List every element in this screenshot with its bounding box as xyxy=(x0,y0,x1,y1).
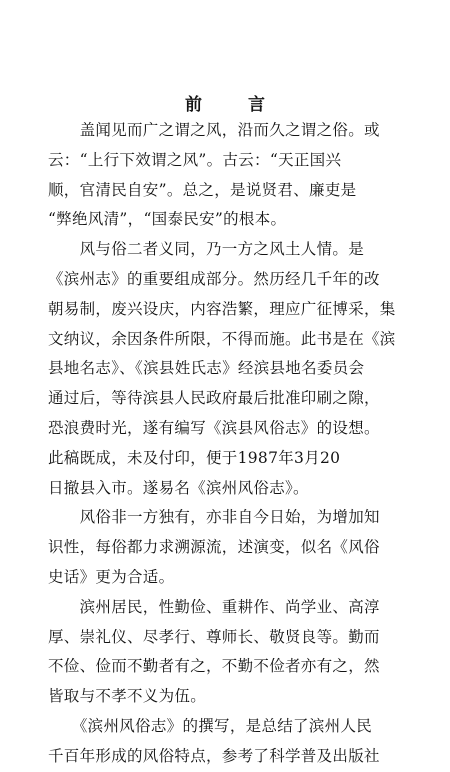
text-line: 《滨州风俗志》的撰写，是总结了滨州人民 xyxy=(48,716,373,735)
text-line: 云：“上行下效谓之风”。古云：“天正国兴 xyxy=(48,150,342,169)
text-line: 风与俗二者义同，乃一方之风土人情。是 xyxy=(48,240,365,259)
text-line: 皆取与不孝不义为伍。 xyxy=(48,687,207,706)
text-line: 顺，官清民自安”。总之，是说贤君、廉吏是 xyxy=(48,180,357,199)
text-line: 风俗非一方独有，亦非自今日始，为增加知 xyxy=(48,508,380,527)
text-line: 通过后，等待滨县人民政府最后批准印刷之隙， xyxy=(48,389,380,408)
text-line: 《滨州志》的重要组成部分。然历经几千年的改 xyxy=(48,269,380,288)
text-line: 县地名志》、《滨县姓氏志》经滨县地名委员会 xyxy=(48,359,365,378)
page-title: 前 言 xyxy=(185,95,285,115)
text-line: 恐浪费时光，遂有编写《滨县风俗志》的设想。 xyxy=(48,418,380,437)
text-line: 不俭、俭而不勤者有之，不勤不俭者亦有之，然 xyxy=(48,657,380,676)
text-line: 厚、崇礼仪、尽孝行、尊师长、敬贤良等。勤而 xyxy=(48,627,380,646)
text-line: 滨州居民，性勤俭、重耕作、尚学业、高淳 xyxy=(48,597,380,616)
text-line: 此稿既成，未及付印，便于1987年3月20 xyxy=(48,448,341,467)
text-line: “弊绝风清”，“国泰民安”的根本。 xyxy=(48,210,287,229)
body-text xyxy=(48,116,418,772)
text-line: 文纳议，余因条件所限，不得而施。此书是在《滨 xyxy=(48,329,396,348)
text-line: 盖闻见而广之谓之风，沿而久之谓之俗。或 xyxy=(48,121,380,139)
text-line: 千百年形成的风俗特点，参考了科学普及出版社 xyxy=(48,746,380,765)
text-line: 识性，每俗都力求溯源流，述演变，似名《风俗 xyxy=(48,538,380,557)
text-line: 朝易制，废兴设庆，内容浩繁，理应广征博采，集 xyxy=(48,299,396,318)
text-line: 日撤县入市。遂易名《滨州风俗志》。 xyxy=(48,478,309,497)
text-line: 史话》更为合适。 xyxy=(48,567,175,586)
